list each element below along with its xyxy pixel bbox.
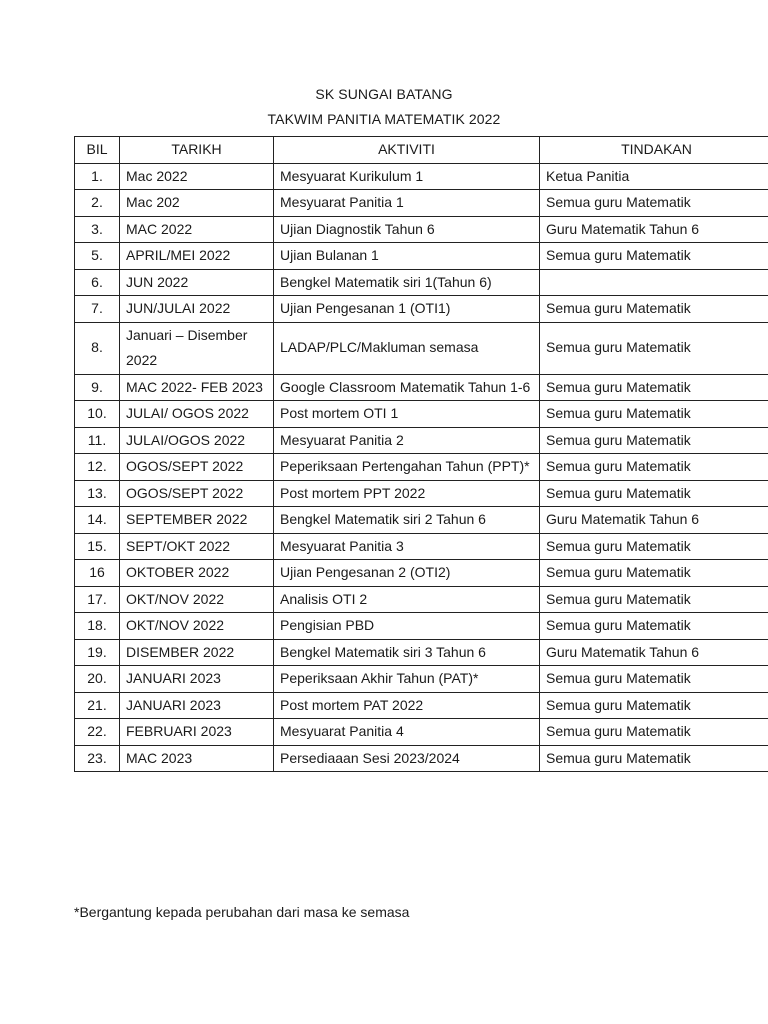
cell-bil: 1. — [75, 163, 120, 190]
cell-tindakan: Semua guru Matematik — [540, 243, 768, 270]
cell-tarikh: JUN 2022 — [120, 269, 274, 296]
cell-tarikh: JULAI/OGOS 2022 — [120, 427, 274, 454]
cell-bil: 22. — [75, 719, 120, 746]
table-row — [75, 719, 768, 746]
cell-bil: 18. — [75, 613, 120, 640]
cell-tarikh: Mac 202 — [120, 190, 274, 217]
table-row — [75, 454, 768, 481]
table-row — [75, 560, 768, 587]
table-row — [75, 243, 768, 270]
table-row — [75, 401, 768, 428]
cell-bil: 12. — [75, 454, 120, 481]
cell-tindakan — [540, 269, 768, 296]
cell-tarikh: OGOS/SEPT 2022 — [120, 480, 274, 507]
cell-tarikh: DISEMBER 2022 — [120, 639, 274, 666]
table-row — [75, 322, 768, 374]
cell-bil: 21. — [75, 692, 120, 719]
cell-aktiviti: Post mortem OTI 1 — [274, 401, 540, 428]
cell-tindakan: Semua guru Matematik — [540, 480, 768, 507]
table-header — [75, 137, 768, 164]
table-row — [75, 639, 768, 666]
cell-aktiviti: Analisis OTI 2 — [274, 586, 540, 613]
cell-tindakan: Semua guru Matematik — [540, 666, 768, 693]
cell-tarikh: SEPT/OKT 2022 — [120, 533, 274, 560]
cell-tarikh: OKT/NOV 2022 — [120, 586, 274, 613]
cell-aktiviti: Mesyuarat Kurikulum 1 — [274, 163, 540, 190]
cell-tindakan: Semua guru Matematik — [540, 692, 768, 719]
cell-tarikh: Mac 2022 — [120, 163, 274, 190]
cell-tarikh: MAC 2022- FEB 2023 — [120, 374, 274, 401]
cell-bil: 2. — [75, 190, 120, 217]
cell-bil: 9. — [75, 374, 120, 401]
cell-bil: 10. — [75, 401, 120, 428]
cell-aktiviti: Mesyuarat Panitia 2 — [274, 427, 540, 454]
cell-tindakan: Semua guru Matematik — [540, 613, 768, 640]
cell-bil: 3. — [75, 216, 120, 243]
cell-tarikh: JUN/JULAI 2022 — [120, 296, 274, 323]
cell-aktiviti: Ujian Bulanan 1 — [274, 243, 540, 270]
cell-tarikh: JANUARI 2023 — [120, 692, 274, 719]
cell-tarikh: FEBRUARI 2023 — [120, 719, 274, 746]
cell-tindakan: Guru Matematik Tahun 6 — [540, 507, 768, 534]
cell-bil: 6. — [75, 269, 120, 296]
cell-tarikh: OKT/NOV 2022 — [120, 613, 274, 640]
table-row — [75, 427, 768, 454]
cell-tarikh: OGOS/SEPT 2022 — [120, 454, 274, 481]
cell-tindakan: Semua guru Matematik — [540, 586, 768, 613]
cell-aktiviti: Ujian Pengesanan 2 (OTI2) — [274, 560, 540, 587]
cell-bil: 19. — [75, 639, 120, 666]
cell-tindakan: Semua guru Matematik — [540, 560, 768, 587]
cell-tindakan: Ketua Panitia — [540, 163, 768, 190]
cell-aktiviti: Bengkel Matematik siri 2 Tahun 6 — [274, 507, 540, 534]
cell-bil: 16 — [75, 560, 120, 587]
cell-bil: 13. — [75, 480, 120, 507]
table-row — [75, 533, 768, 560]
column-header-bil: BIL — [75, 137, 120, 164]
cell-aktiviti: Google Classroom Matematik Tahun 1-6 — [274, 374, 540, 401]
cell-tindakan: Guru Matematik Tahun 6 — [540, 216, 768, 243]
cell-aktiviti: Post mortem PPT 2022 — [274, 480, 540, 507]
cell-tindakan: Semua guru Matematik — [540, 745, 768, 772]
table-row — [75, 692, 768, 719]
cell-tarikh: MAC 2023 — [120, 745, 274, 772]
cell-tarikh: SEPTEMBER 2022 — [120, 507, 274, 534]
cell-bil: 8. — [75, 322, 120, 374]
cell-aktiviti: Ujian Diagnostik Tahun 6 — [274, 216, 540, 243]
column-header-aktiviti: AKTIVITI — [274, 137, 540, 164]
cell-tindakan: Semua guru Matematik — [540, 296, 768, 323]
cell-aktiviti: Bengkel Matematik siri 1(Tahun 6) — [274, 269, 540, 296]
table-row — [75, 190, 768, 217]
cell-tarikh: JANUARI 2023 — [120, 666, 274, 693]
column-header-tarikh: TARIKH — [120, 137, 274, 164]
cell-tindakan: Semua guru Matematik — [540, 322, 768, 374]
schedule-table — [74, 136, 768, 772]
document-title: TAKWIM PANITIA MATEMATIK 2022 — [267, 111, 501, 127]
cell-bil: 7. — [75, 296, 120, 323]
cell-aktiviti: Ujian Pengesanan 1 (OTI1) — [274, 296, 540, 323]
cell-bil: 17. — [75, 586, 120, 613]
cell-aktiviti: Peperiksaan Pertengahan Tahun (PPT)* — [274, 454, 540, 481]
cell-bil: 20. — [75, 666, 120, 693]
cell-tarikh: JULAI/ OGOS 2022 — [120, 401, 274, 428]
table-row — [75, 480, 768, 507]
cell-bil: 5. — [75, 243, 120, 270]
column-header-tindakan: TINDAKAN — [540, 137, 768, 164]
table-body — [75, 163, 768, 772]
table-row — [75, 269, 768, 296]
cell-bil: 14. — [75, 507, 120, 534]
cell-tindakan: Semua guru Matematik — [540, 401, 768, 428]
cell-tindakan: Semua guru Matematik — [540, 719, 768, 746]
cell-tarikh: Januari – Disember 2022 — [120, 322, 274, 374]
cell-tarikh: MAC 2022 — [120, 216, 274, 243]
cell-tindakan: Semua guru Matematik — [540, 374, 768, 401]
cell-bil: 15. — [75, 533, 120, 560]
header-row — [75, 137, 768, 164]
table-row — [75, 374, 768, 401]
cell-tarikh: OKTOBER 2022 — [120, 560, 274, 587]
table-row — [75, 296, 768, 323]
cell-tindakan: Semua guru Matematik — [540, 190, 768, 217]
cell-aktiviti: Mesyuarat Panitia 3 — [274, 533, 540, 560]
cell-aktiviti: Bengkel Matematik siri 3 Tahun 6 — [274, 639, 540, 666]
cell-aktiviti: Pengisian PBD — [274, 613, 540, 640]
footnote: *Bergantung kepada perubahan dari masa ke semasa — [74, 904, 410, 920]
cell-tindakan: Semua guru Matematik — [540, 427, 768, 454]
cell-tarikh: APRIL/MEI 2022 — [120, 243, 274, 270]
cell-bil: 23. — [75, 745, 120, 772]
cell-tindakan: Semua guru Matematik — [540, 533, 768, 560]
cell-bil: 11. — [75, 427, 120, 454]
cell-aktiviti: Mesyuarat Panitia 4 — [274, 719, 540, 746]
cell-aktiviti: Peperiksaan Akhir Tahun (PAT)* — [274, 666, 540, 693]
table-row — [75, 613, 768, 640]
cell-tindakan: Semua guru Matematik — [540, 454, 768, 481]
table-row — [75, 586, 768, 613]
cell-aktiviti: Persediaaan Sesi 2023/2024 — [274, 745, 540, 772]
table-row — [75, 666, 768, 693]
table-row — [75, 216, 768, 243]
school-name: SK SUNGAI BATANG — [315, 86, 453, 102]
table-row — [75, 507, 768, 534]
cell-aktiviti: Mesyuarat Panitia 1 — [274, 190, 540, 217]
cell-aktiviti: Post mortem PAT 2022 — [274, 692, 540, 719]
table-row — [75, 163, 768, 190]
cell-tindakan: Guru Matematik Tahun 6 — [540, 639, 768, 666]
cell-aktiviti: LADAP/PLC/Makluman semasa — [274, 322, 540, 374]
table-row — [75, 745, 768, 772]
